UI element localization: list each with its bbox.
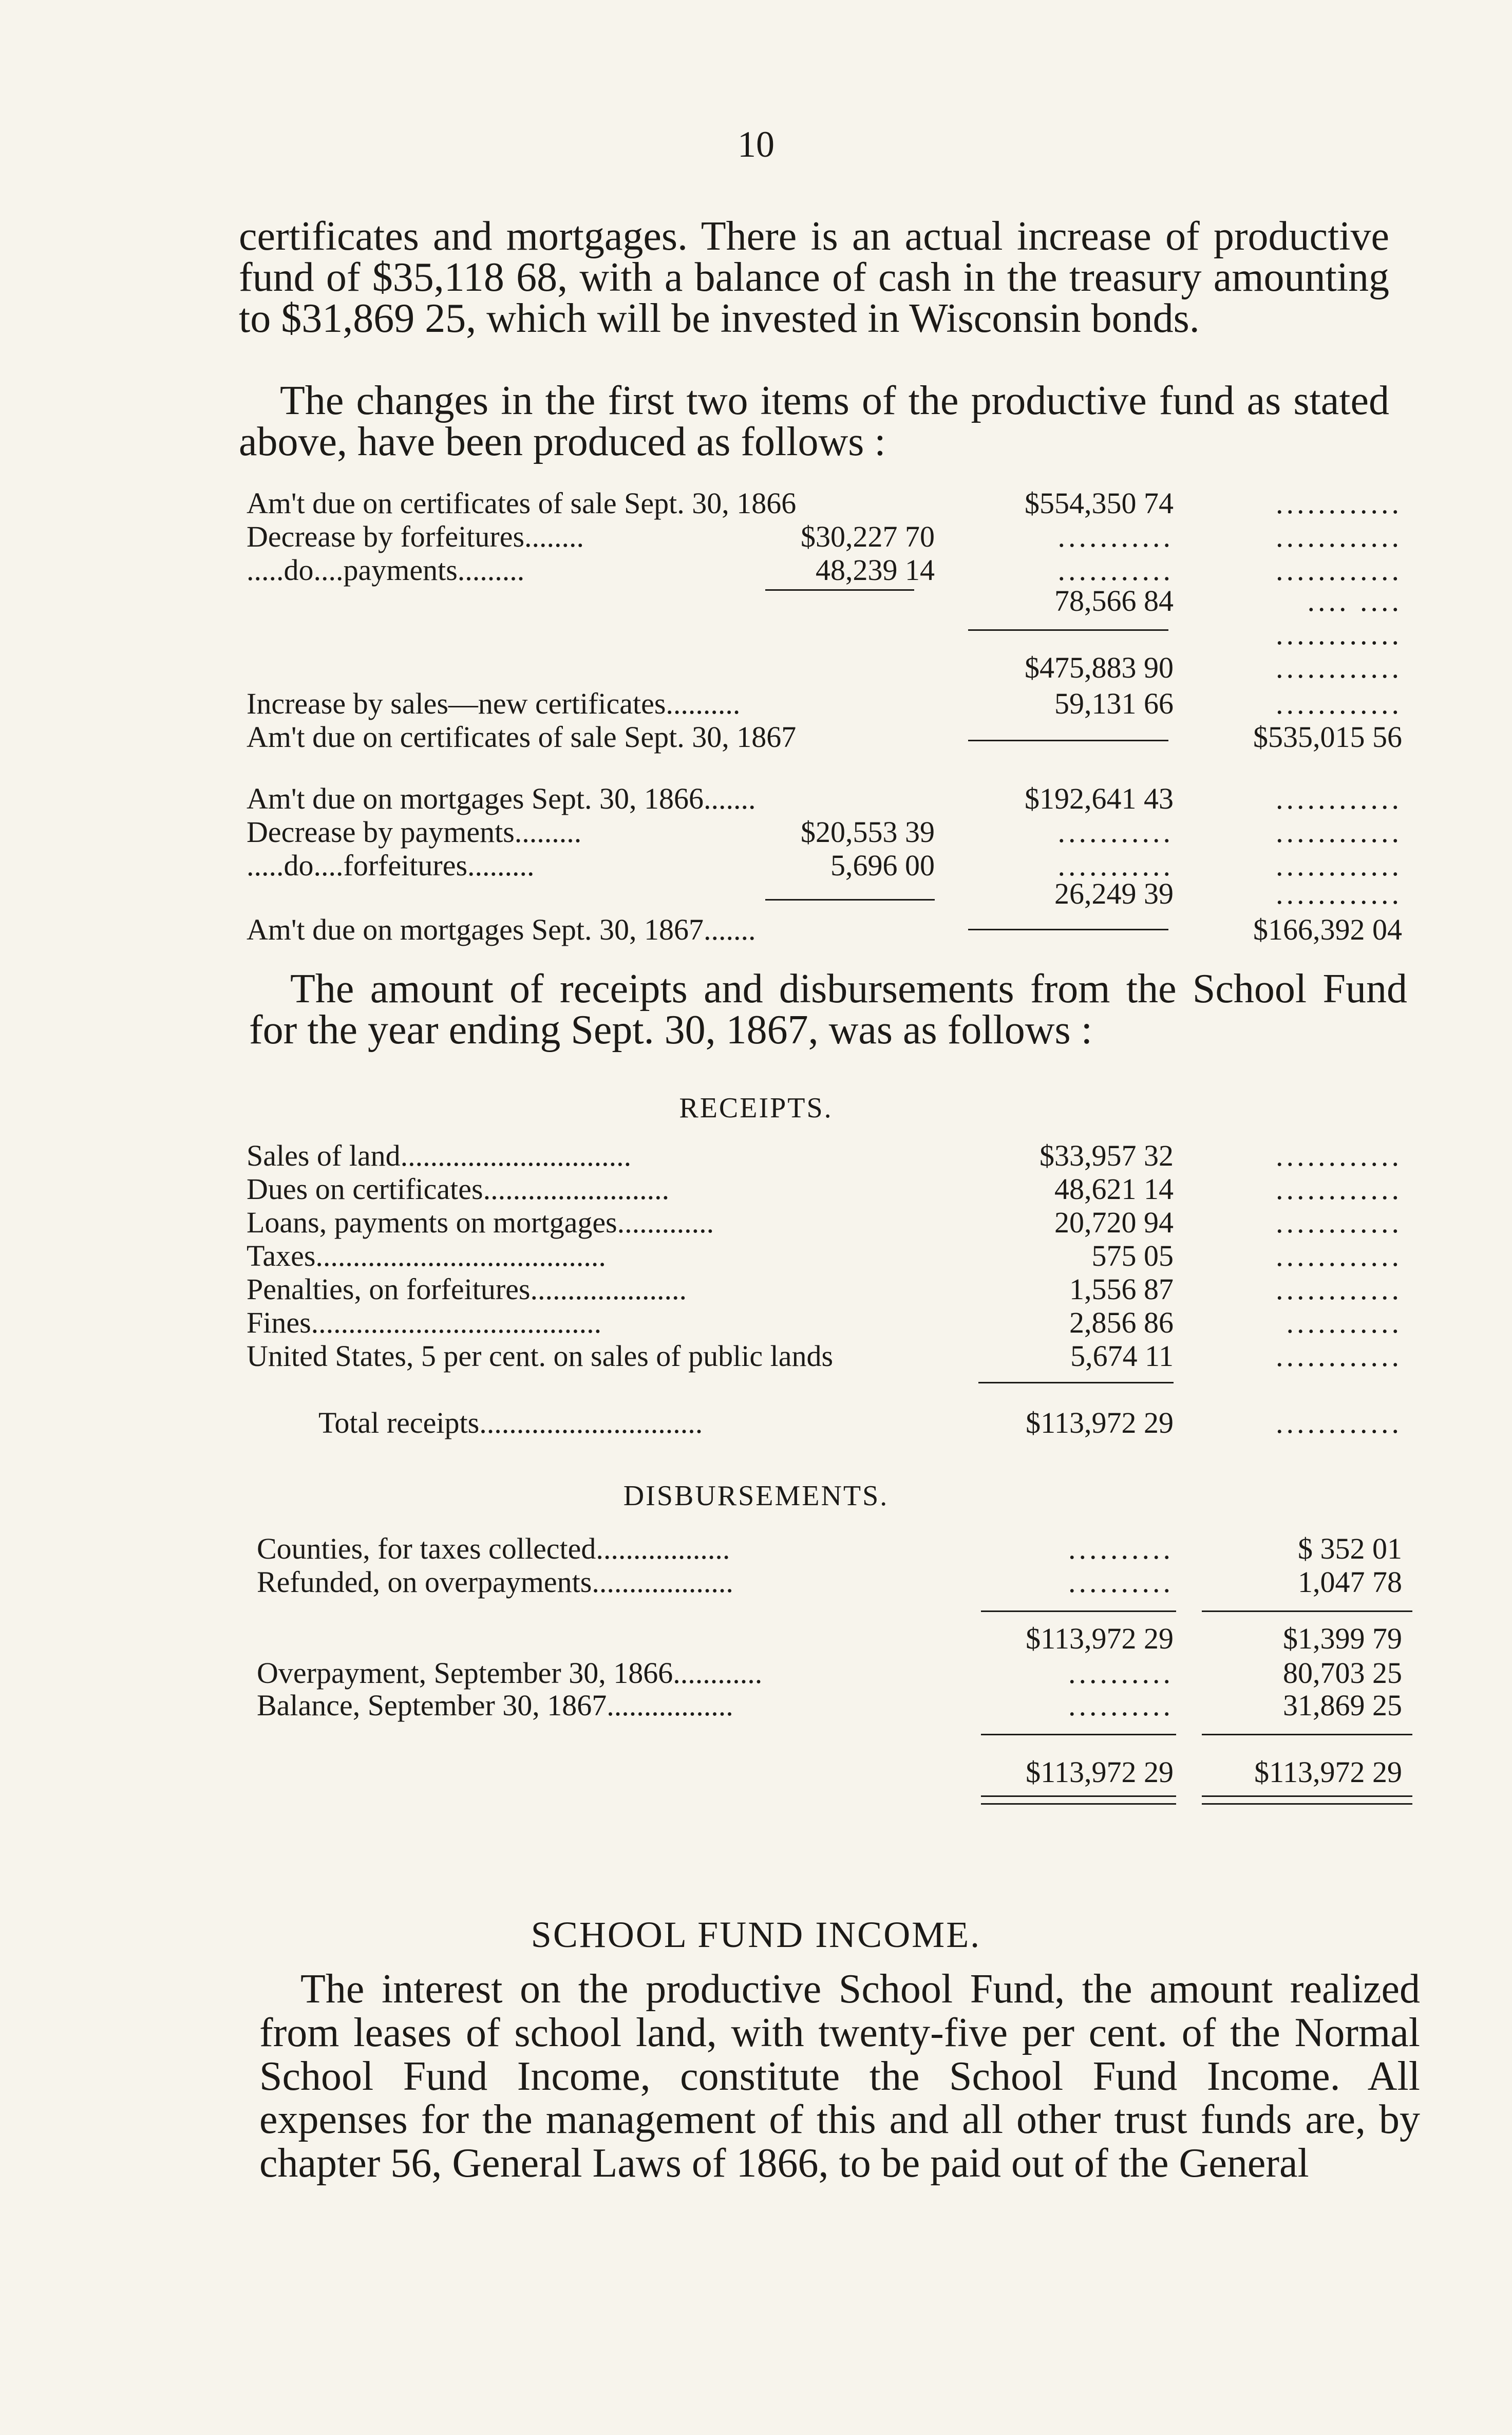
row-value: $33,957 32 — [1040, 1139, 1174, 1172]
row-dots: .......... — [1068, 1565, 1174, 1599]
row-label: Taxes....................................... — [247, 1239, 606, 1272]
row-value: $1,399 79 — [1283, 1622, 1402, 1655]
row-dots: ............ — [1276, 1239, 1402, 1272]
row-dots: ............ — [1276, 617, 1402, 651]
table-row — [0, 485, 1512, 521]
total-value: $113,972 29 — [1254, 1755, 1402, 1789]
row-label: Am't due on mortgages Sept. 30, 1867....... — [247, 913, 756, 946]
row-dots: ............ — [1276, 651, 1402, 684]
row-dots: ............ — [1276, 877, 1402, 910]
table-row — [0, 1238, 1512, 1274]
row-dots: ............ — [1276, 849, 1402, 882]
row-label: Am't due on certificates of sale Sept. 30, 1866 — [247, 486, 797, 520]
row-value: 80,703 25 — [1283, 1656, 1402, 1690]
row-label: Am't due on certificates of sale Sept. 30, 1867 — [247, 720, 797, 754]
row-dots: ............ — [1276, 1172, 1402, 1206]
row-label: .....do....payments......... — [247, 553, 525, 587]
row-dots: ............ — [1276, 1206, 1402, 1239]
row-dots: ............ — [1276, 553, 1402, 587]
table-row — [0, 912, 1512, 948]
table-row — [0, 1271, 1512, 1307]
intro-paragraph-1: certificates and mortgages. There is an actual increase of productive fund of $35,118 68, with a balance of cash in the treasury amounting to $31,869 25, which will be invested in Wisconsin bonds. — [239, 214, 1389, 341]
table-row — [0, 650, 1512, 686]
row-dots: .......... — [1068, 1689, 1174, 1722]
row-dots: ............ — [1276, 687, 1402, 720]
row-value: 48,239 14 — [816, 553, 935, 587]
table-row — [0, 1138, 1512, 1174]
row-value: 1,047 78 — [1298, 1565, 1402, 1599]
table-row — [0, 1205, 1512, 1241]
receipts-heading: RECEIPTS. — [679, 1092, 833, 1124]
row-label: Overpayment, September 30, 1866............ — [257, 1656, 763, 1690]
disbursements-heading: DISBURSEMENTS. — [623, 1480, 889, 1512]
row-dots: ........... — [1057, 815, 1174, 849]
table-row — [0, 1531, 1512, 1567]
row-value: 575 05 — [1091, 1239, 1174, 1272]
row-dots: ........... — [1286, 1306, 1402, 1339]
sum-rule — [981, 1734, 1176, 1735]
table-row — [0, 814, 1512, 850]
row-value: 5,696 00 — [830, 849, 935, 882]
table-row — [0, 781, 1512, 817]
row-value: 59,131 66 — [1054, 687, 1174, 720]
row-label: Increase by sales—new certificates.......... — [247, 687, 741, 720]
row-dots: ........... — [1057, 520, 1174, 553]
sum-rule — [1202, 1610, 1412, 1612]
total-receipts-label: Total receipts.............................. — [318, 1406, 703, 1439]
table-row — [0, 686, 1512, 722]
table-row — [0, 876, 1512, 912]
row-value: 48,621 14 — [1054, 1172, 1174, 1206]
table-row — [0, 1688, 1512, 1724]
row-dots: .... .... — [1307, 584, 1402, 617]
row-dots: ............ — [1276, 1272, 1402, 1306]
table-row — [0, 583, 1512, 619]
sum-rule — [1202, 1734, 1412, 1735]
intro-paragraph-2: The changes in the first two items of the productive fund as stated above, have been produced as follows : — [239, 378, 1389, 464]
row-dots: ............ — [1276, 815, 1402, 849]
section-heading: SCHOOL FUND INCOME. — [531, 1914, 981, 1955]
sum-rule — [978, 1382, 1174, 1383]
row-label: Fines....................................... — [247, 1306, 602, 1339]
receipts-intro: The amount of receipts and disbursements from the School Fund for the year ending Sept. 30, 1867, was as follows : — [249, 966, 1407, 1053]
row-value: $166,392 04 — [1253, 913, 1402, 946]
row-dots: ............ — [1276, 486, 1402, 520]
sum-rule — [981, 1610, 1176, 1612]
row-dots: ............ — [1276, 1339, 1402, 1373]
row-value: $30,227 70 — [801, 520, 935, 553]
table-row — [0, 616, 1512, 652]
row-dots: ............ — [1276, 1406, 1402, 1439]
table-row — [0, 1338, 1512, 1374]
row-value: 1,556 87 — [1069, 1272, 1174, 1306]
row-label: Counties, for taxes collected.................. — [257, 1532, 730, 1565]
row-label: Am't due on mortgages Sept. 30, 1866....... — [247, 782, 756, 815]
row-dots: ............ — [1276, 782, 1402, 815]
double-rule — [981, 1795, 1176, 1805]
table-row — [0, 519, 1512, 555]
table-row — [0, 1405, 1512, 1441]
row-label: Balance, September 30, 1867................. — [257, 1689, 733, 1722]
income-paragraph: The interest on the productive School Fund, the amount realized from leases of school land, with twenty-five per cent. of the Normal School Fund Income, constitute the School Fund Income. All expenses for the management of this and all other trust funds are, by chapter 56, General Laws of 1866, to be paid out of the General — [259, 1966, 1420, 2186]
row-label: Penalties, on forfeitures..................... — [247, 1272, 687, 1306]
row-value: $535,015 56 — [1253, 720, 1402, 754]
row-dots: .......... — [1068, 1532, 1174, 1565]
row-value: 31,869 25 — [1283, 1689, 1402, 1722]
total-value: $113,972 29 — [1026, 1755, 1174, 1789]
row-value: $475,883 90 — [1025, 651, 1174, 684]
table-row — [0, 719, 1512, 755]
row-value: 5,674 11 — [1070, 1339, 1174, 1373]
row-value: $20,553 39 — [801, 815, 935, 849]
row-value: $ 352 01 — [1298, 1532, 1402, 1565]
row-value: 26,249 39 — [1054, 877, 1174, 910]
row-label: United States, 5 per cent. on sales of public lands — [247, 1339, 834, 1373]
row-value: $554,350 74 — [1025, 486, 1174, 520]
double-rule — [1202, 1795, 1412, 1805]
table-row — [0, 1655, 1512, 1691]
total-receipts-value: $113,972 29 — [1026, 1406, 1174, 1439]
row-label: Decrease by forfeitures........ — [247, 520, 584, 553]
table-row — [0, 1754, 1512, 1790]
table-row — [0, 1305, 1512, 1341]
row-label: .....do....forfeitures......... — [247, 849, 535, 882]
row-value: 20,720 94 — [1054, 1206, 1174, 1239]
table-row — [0, 1171, 1512, 1207]
page-number: 10 — [738, 124, 774, 165]
row-label: Refunded, on overpayments................... — [257, 1565, 733, 1599]
row-dots: .......... — [1068, 1656, 1174, 1690]
row-label: Decrease by payments......... — [247, 815, 582, 849]
row-value: 78,566 84 — [1054, 584, 1174, 617]
row-dots: ........... — [1057, 849, 1174, 882]
row-label: Dues on certificates......................... — [247, 1172, 670, 1206]
table-row — [0, 1564, 1512, 1600]
row-value: 2,856 86 — [1069, 1306, 1174, 1339]
row-dots: ............ — [1276, 520, 1402, 553]
row-dots: ........... — [1057, 553, 1174, 587]
table-row — [0, 1621, 1512, 1657]
row-value: $192,641 43 — [1025, 782, 1174, 815]
row-label: Sales of land............................... — [247, 1139, 632, 1172]
row-label: Loans, payments on mortgages............. — [247, 1206, 714, 1239]
row-dots: ............ — [1276, 1139, 1402, 1172]
row-value: $113,972 29 — [1026, 1622, 1174, 1655]
